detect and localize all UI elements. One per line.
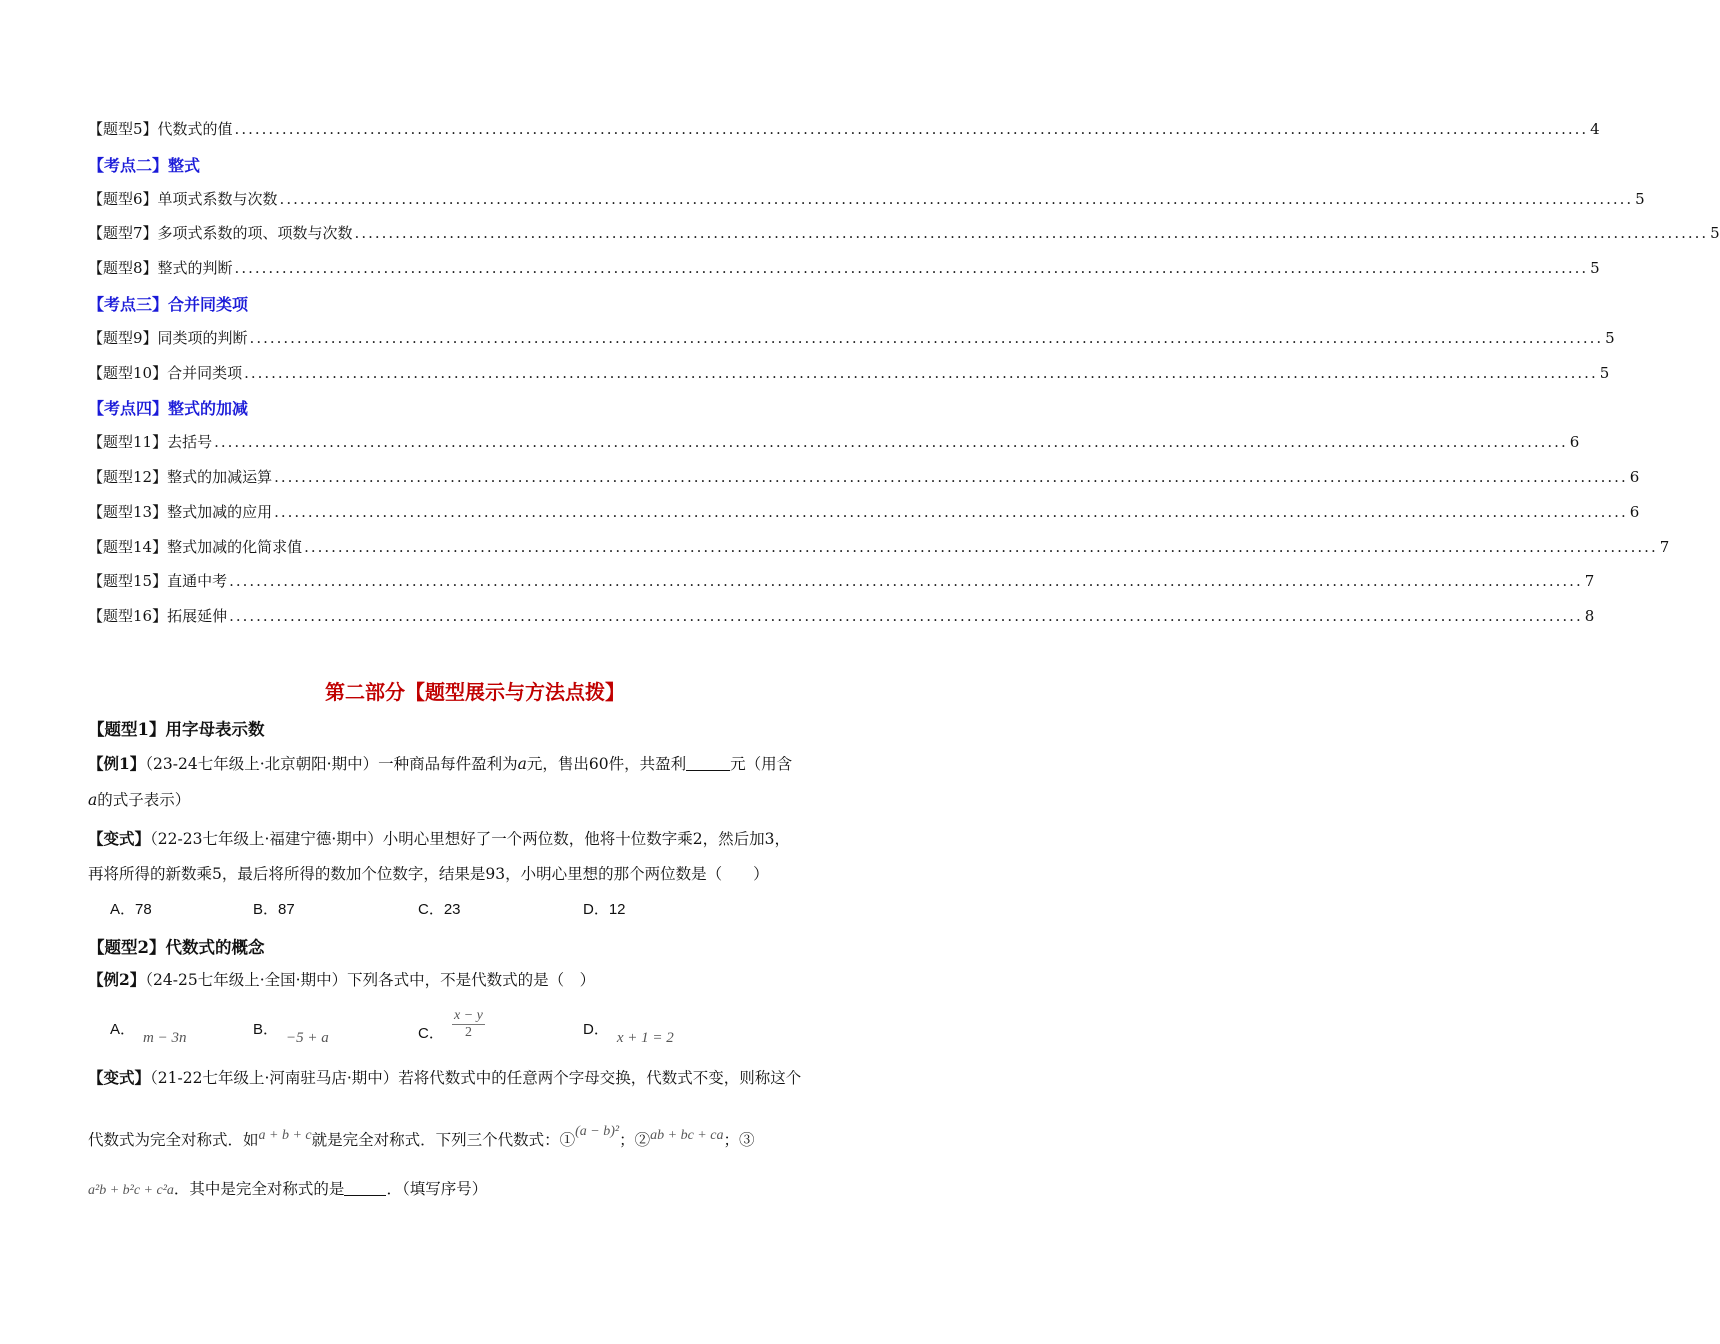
q2-option-d-expr: x + 1 = 2 (616, 1030, 674, 1046)
toc-leader-dots: ........................................................................................................................................................................................................ (234, 259, 1589, 277)
q2-variant-sep2: ；③ (723, 1131, 755, 1149)
toc-leader-dots: ........................................................................................................................................................................................................ (229, 607, 1583, 625)
q1-example-line2 (88, 788, 190, 810)
toc-entry[interactable] (88, 501, 1640, 525)
q2-option-d-letter: D． (583, 1021, 609, 1038)
q1-example-text-b: 元，售出60件，共盈利 (526, 755, 687, 773)
toc-entry-label: 【题型13】整式加减的应用 (88, 503, 273, 521)
q2-variant-line3 (88, 1177, 487, 1199)
expr-1: (a − b)² (575, 1124, 620, 1139)
toc-entry-label: 【题型14】整式加减的化简求值 (88, 538, 303, 556)
toc-leader-dots: ........................................................................................................................................................................................................ (274, 503, 1628, 521)
q1-example-text-c: 元（用含 (730, 755, 793, 773)
toc-entry-label: 【题型9】同类项的判断 (88, 329, 248, 347)
toc-leader-dots: ........................................................................................................................................................................................................ (279, 190, 1634, 208)
toc-entry-label: 【题型11】去括号 (88, 433, 213, 451)
var-a: a (517, 755, 527, 773)
expr-abc: a + b + c (258, 1128, 312, 1143)
q2-example-text: （24-25七年级上·全国·期中）下列各式中，不是代数式的是（ ） (145, 971, 596, 989)
toc-entry[interactable] (88, 536, 1670, 560)
q2-option-c-fraction (452, 1008, 485, 1041)
fraction-numerator: x − y (454, 1008, 483, 1023)
toc-entry[interactable] (88, 188, 1645, 212)
toc-leader-dots: ........................................................................................................................................................................................................ (214, 433, 1568, 451)
q1-option-b[interactable]: B．87 (253, 901, 295, 918)
toc-entry-label: 【题型7】多项式系数的项、项数与次数 (88, 224, 353, 242)
toc-entry-page: 8 (1584, 607, 1595, 625)
q1-variant-line1: （22-23七年级上·福建宁德·期中）小明心里想好了一个两位数，他将十位数字乘2，然后加3， (150, 830, 791, 848)
q2-option-c-letter: C． (418, 1025, 444, 1043)
toc-entry-label: 【题型8】整式的判断 (88, 259, 233, 277)
q1-example-line2-text: 的式子表示） (97, 791, 191, 809)
q2-option-d[interactable] (583, 1018, 674, 1046)
toc-leader-dots: ........................................................................................................................................................................................................ (229, 572, 1583, 590)
q2-variant (88, 1066, 801, 1088)
toc-entry-label: 【题型12】整式的加减运算 (88, 468, 273, 486)
answer-blank-2[interactable] (344, 1180, 386, 1197)
toc-leader-dots: ........................................................................................................................................................................................................ (354, 224, 1709, 242)
toc-entry-page: 5 (1599, 364, 1610, 382)
answer-blank[interactable] (686, 755, 730, 772)
q1-example-text-a: （23-24七年级上·北京朝阳·期中）一种商品每件盈利为 (145, 755, 518, 773)
toc-entry[interactable] (88, 222, 1720, 246)
q2-option-b-letter: B． (253, 1021, 279, 1038)
toc-leader-dots: ........................................................................................................................................................................................................ (304, 538, 1658, 556)
toc-entry-page: 6 (1569, 433, 1580, 451)
q2-variant-line2 (88, 1124, 755, 1150)
q1-heading: 【题型1】用字母表示数 (88, 720, 265, 739)
toc-entry-page: 5 (1590, 259, 1600, 277)
q2-variant-sep1: ；② (619, 1131, 651, 1149)
q2-heading: 【题型2】代数式的概念 (88, 938, 265, 957)
q2-example-tag: 【例2】 (88, 970, 146, 989)
q2-variant-text-c: ．其中是完全对称式的是 (173, 1180, 345, 1198)
q1-option-a[interactable]: A．78 (110, 901, 152, 918)
q2-option-c[interactable] (418, 1008, 485, 1041)
toc-entry[interactable] (88, 466, 1640, 490)
q2-variant-tag: 【变式】 (88, 1068, 151, 1087)
toc-entry-label: 【题型16】拓展延伸 (88, 607, 228, 625)
q1-option-c[interactable]: C．23 (418, 901, 461, 918)
q1-variant-tag: 【变式】 (88, 829, 151, 848)
expr-2: ab + bc + ca (650, 1128, 724, 1143)
toc-entry[interactable] (88, 431, 1580, 455)
toc-entry-label: 【题型5】代数式的值 (88, 120, 233, 138)
q2-option-b[interactable] (253, 1018, 329, 1046)
toc-heading: 【考点三】合并同类项 (88, 295, 249, 314)
toc-entry-page: 6 (1629, 503, 1640, 521)
q2-option-a-expr: m − 3n (143, 1030, 187, 1046)
toc-entry-page: 5 (1635, 190, 1645, 208)
q2-option-a-letter: A． (110, 1021, 136, 1038)
toc-entry-label: 【题型6】单项式系数与次数 (88, 190, 278, 208)
toc-leader-dots: ........................................................................................................................................................................................................ (274, 468, 1628, 486)
toc-leader-dots: ........................................................................................................................................................................................................ (249, 329, 1604, 347)
toc-heading: 【考点二】整式 (88, 156, 201, 175)
toc-entry-label: 【题型15】直通中考 (88, 572, 228, 590)
toc-entry[interactable] (88, 362, 1610, 386)
toc-entry[interactable] (88, 118, 1600, 142)
section-title: 第二部分【题型展示与方法点拨】 (325, 680, 625, 704)
q1-variant (88, 827, 790, 849)
toc-entry-page: 7 (1659, 538, 1670, 556)
toc-entry[interactable] (88, 257, 1600, 281)
toc-entry-page: 5 (1710, 224, 1720, 242)
toc-leader-dots: ........................................................................................................................................................................................................ (234, 120, 1589, 138)
toc-entry-page: 6 (1629, 468, 1640, 486)
expr-3: a²b + b²c + c²a (88, 1183, 174, 1198)
toc-leader-dots: ........................................................................................................................................................................................................ (244, 364, 1598, 382)
q2-option-a[interactable] (110, 1018, 187, 1046)
toc-entry-page: 5 (1605, 329, 1615, 347)
toc-entry[interactable] (88, 327, 1615, 351)
q2-variant-text-b: 就是完全对称式．下列三个代数式：① (311, 1131, 576, 1149)
toc-entry-page: 4 (1590, 120, 1600, 138)
q1-example (88, 752, 792, 774)
fraction-denominator: 2 (464, 1025, 472, 1040)
toc-entry[interactable] (88, 605, 1595, 629)
q2-variant-text-d: ．（填写序号） (386, 1180, 488, 1198)
q2-option-b-expr: −5 + a (286, 1030, 329, 1046)
var-a-2: a (88, 791, 98, 809)
q1-option-d[interactable]: D．12 (583, 901, 626, 918)
toc-entry-page: 7 (1584, 572, 1595, 590)
q1-variant-line2: 再将所得的新数乘5，最后将所得的数加个位数字，结果是93，小明心里想的那个两位数是（ ） (88, 865, 769, 883)
toc-entry-label: 【题型10】合并同类项 (88, 364, 243, 382)
toc-entry[interactable] (88, 570, 1595, 594)
q2-variant-line1: （21-22七年级上·河南驻马店·期中）若将代数式中的任意两个字母交换，代数式不变，则称这个 (150, 1069, 802, 1087)
q2-example (88, 968, 595, 990)
q2-variant-text-a: 代数式为完全对称式．如 (88, 1131, 259, 1149)
q1-example-tag: 【例1】 (88, 754, 146, 773)
toc-heading: 【考点四】整式的加减 (88, 399, 249, 418)
